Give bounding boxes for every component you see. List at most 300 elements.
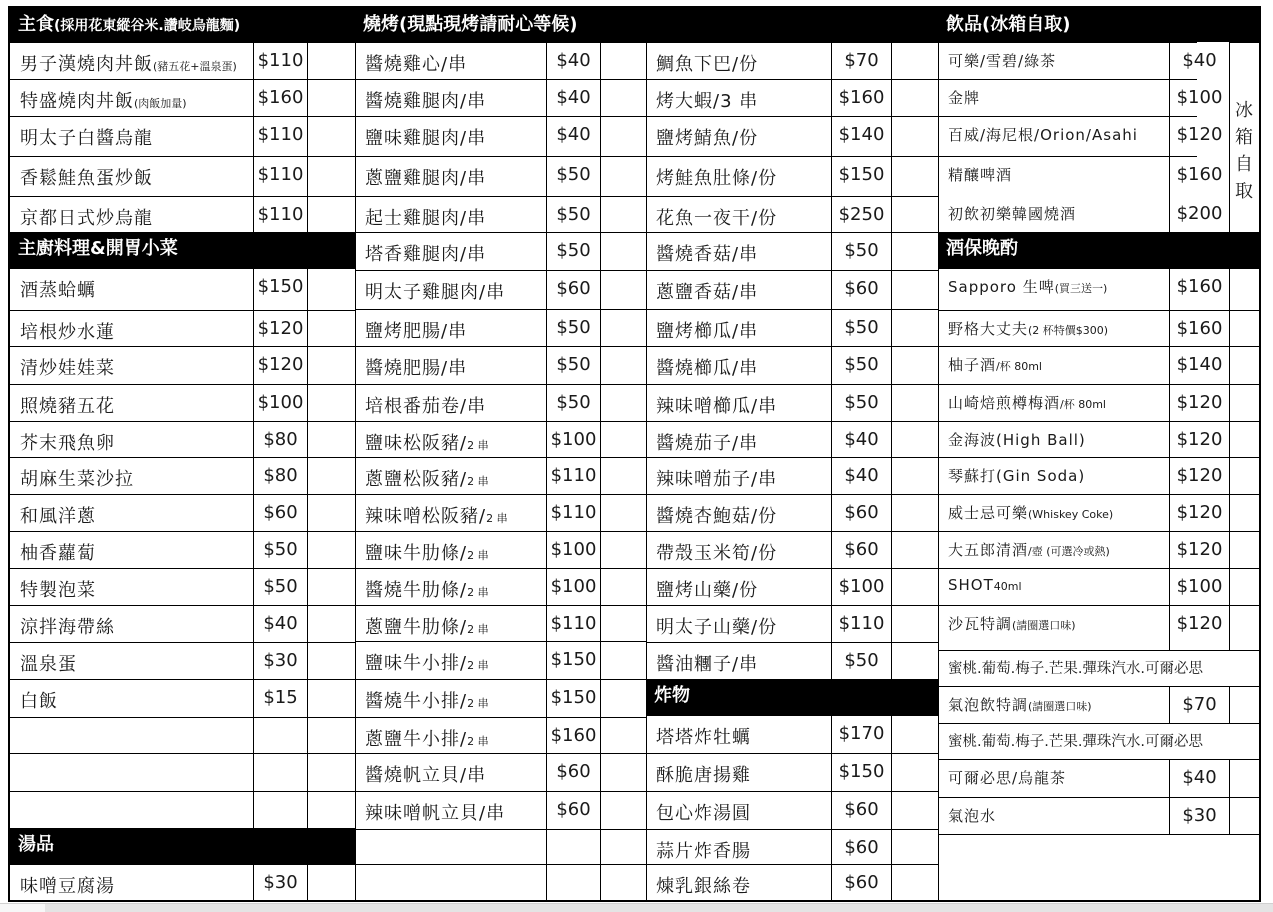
item-name-text: 鹽烤櫛瓜/串 [656, 321, 759, 342]
item-price: $110 [831, 606, 891, 642]
item-name-text: 可樂/雪碧/綠茶 [948, 52, 1057, 70]
item-name-text: 照燒豬五花 [20, 396, 115, 417]
order-qty-cell[interactable] [600, 569, 646, 605]
item-name [646, 197, 831, 232]
item-name-text: 煉乳銀絲卷 [656, 876, 751, 897]
menu-row [10, 196, 355, 232]
item-name-text: SHOT [948, 576, 994, 594]
item-price: $40 [253, 606, 307, 642]
item-note: (請圈選口味) [1012, 619, 1076, 632]
order-qty-cell[interactable] [1229, 385, 1259, 421]
item-name-text: 烤鮭魚肚條/份 [656, 168, 778, 189]
menu-row [10, 605, 355, 642]
item-name-text: 醬燒雞腿肉/串 [365, 91, 487, 112]
order-qty-cell[interactable] [891, 495, 938, 531]
item-name-text: 醬燒香菇/串 [656, 244, 759, 265]
item-name [646, 830, 831, 864]
order-qty-cell[interactable] [600, 422, 646, 457]
menu-row [938, 346, 1259, 384]
order-qty-cell[interactable] [307, 385, 355, 421]
section-header-main-dishes [10, 8, 355, 42]
item-name [646, 233, 831, 270]
menu-row [355, 384, 646, 421]
item-name [938, 43, 1169, 79]
column-divider [355, 8, 356, 900]
item-name [355, 197, 546, 232]
menu-row [646, 864, 938, 900]
order-qty-cell[interactable] [1229, 269, 1259, 310]
item-name-text: 醬燒牛小排/ [365, 691, 468, 712]
item-name-text: 清炒娃娃菜 [20, 358, 115, 379]
menu-row [10, 421, 355, 457]
item-name-text: 酒蒸蛤蠣 [20, 280, 96, 301]
header-title: 主食 [18, 14, 54, 35]
order-qty-cell[interactable] [891, 643, 938, 679]
item-price: $120 [1169, 117, 1229, 156]
menu-row [938, 79, 1223, 116]
menu-row [355, 605, 646, 641]
item-price: $30 [253, 643, 307, 679]
order-qty-cell[interactable] [307, 157, 355, 196]
menu-row [646, 346, 938, 384]
item-price: $160 [1169, 311, 1229, 346]
menu-row [938, 384, 1259, 421]
menu-row [938, 797, 1259, 834]
item-name [355, 532, 546, 568]
item-price: $50 [546, 310, 600, 346]
item-name-text: 胡麻生菜沙拉 [20, 469, 134, 490]
item-name [10, 422, 253, 457]
item-price: $40 [546, 80, 600, 116]
order-qty-cell[interactable] [600, 117, 646, 156]
item-name [355, 310, 546, 346]
order-qty-cell[interactable] [307, 347, 355, 384]
item-price: $150 [253, 269, 307, 310]
item-name [646, 495, 831, 531]
menu-row [355, 457, 646, 494]
menu-row [355, 829, 646, 864]
order-qty-cell[interactable] [1229, 311, 1259, 346]
item-name-text: 琴蘇打(Gin Soda) [948, 467, 1086, 485]
order-qty-cell[interactable] [1229, 458, 1259, 494]
order-qty-cell[interactable] [307, 606, 355, 642]
item-name [646, 569, 831, 605]
item-price: $140 [831, 117, 891, 156]
item-name-text: 味噌豆腐湯 [20, 876, 115, 897]
order-qty-cell[interactable] [600, 754, 646, 791]
item-price: $100 [546, 569, 600, 605]
item-name-text: 威士忌可樂 [948, 504, 1029, 522]
item-price: $150 [831, 157, 891, 196]
item-price: $100 [253, 385, 307, 421]
item-price: $100 [831, 569, 891, 605]
order-qty-cell[interactable] [600, 310, 646, 346]
order-qty-cell[interactable] [307, 458, 355, 494]
order-qty-cell[interactable] [891, 157, 938, 196]
item-price: $60 [831, 532, 891, 568]
order-qty-cell[interactable] [1229, 606, 1259, 650]
menu-row [938, 116, 1223, 156]
item-name [646, 310, 831, 346]
menu-row [938, 568, 1259, 605]
item-name [10, 347, 253, 384]
order-qty-cell[interactable] [600, 865, 646, 900]
item-name-text: 醬燒茄子/串 [656, 433, 759, 454]
order-qty-cell[interactable] [600, 495, 646, 531]
order-qty-cell[interactable] [891, 754, 938, 791]
item-note: /壺 (可選冷或熱) [1028, 545, 1110, 558]
item-name-text: 精釀啤酒 [948, 166, 1013, 184]
order-qty-cell[interactable] [600, 642, 646, 679]
item-price: $60 [831, 495, 891, 531]
order-qty-cell[interactable] [600, 606, 646, 641]
menu-row [10, 268, 355, 310]
item-name-text: 醬燒櫛瓜/串 [656, 358, 759, 379]
item-price: $15 [253, 680, 307, 717]
item-price: $40 [1169, 760, 1229, 797]
item-note: (豬五花+溫泉蛋) [153, 60, 237, 73]
item-name-text: 鹽烤山藥/份 [656, 580, 759, 601]
item-name [355, 718, 546, 753]
item-name [355, 495, 546, 531]
order-qty-cell[interactable] [1229, 495, 1259, 531]
order-qty-cell[interactable] [891, 569, 938, 605]
menu-row [355, 494, 646, 531]
order-qty-cell[interactable] [1229, 687, 1259, 723]
item-name-text: 野格大丈夫 [948, 320, 1029, 338]
menu-row [10, 717, 355, 753]
order-qty-cell[interactable] [600, 271, 646, 309]
menu-row [646, 494, 938, 531]
item-price: $120 [1169, 458, 1229, 494]
item-name [10, 157, 253, 196]
item-price: $110 [253, 157, 307, 196]
menu-row [355, 753, 646, 791]
order-qty-cell[interactable] [600, 233, 646, 270]
order-qty-cell[interactable] [600, 458, 646, 494]
menu-row [10, 457, 355, 494]
item-name-text: 明太子白醬烏龍 [20, 128, 153, 149]
item-name [938, 157, 1169, 196]
menu-row [938, 759, 1259, 797]
item-name-text: 包心炸湯圓 [656, 803, 751, 824]
item-name [938, 269, 1169, 310]
item-price: $60 [831, 830, 891, 864]
menu-row [10, 568, 355, 605]
order-qty-cell[interactable] [891, 422, 938, 457]
item-price: $150 [831, 754, 891, 791]
menu-row [938, 42, 1217, 79]
order-qty-cell[interactable] [600, 80, 646, 116]
menu-row [10, 753, 355, 791]
order-qty-cell[interactable] [600, 347, 646, 384]
order-qty-cell[interactable] [600, 385, 646, 421]
item-price: $160 [253, 80, 307, 116]
item-name-text: 特盛燒肉丼飯 [20, 91, 134, 112]
item-price: $40 [546, 43, 600, 79]
item-price: $50 [546, 157, 600, 196]
item-name-text: 醬燒帆立貝/串 [365, 765, 487, 786]
item-price: $160 [546, 718, 600, 753]
item-price: $60 [546, 271, 600, 309]
menu-row [646, 642, 938, 679]
item-price: $160 [1169, 269, 1229, 310]
order-qty-cell[interactable] [307, 43, 355, 79]
item-name-text: 鹽味牛小排/ [365, 653, 468, 674]
item-name-text: 氣泡水 [948, 807, 997, 825]
item-name [938, 347, 1169, 384]
item-name [646, 422, 831, 457]
order-qty-cell[interactable] [307, 792, 355, 828]
order-qty-cell[interactable] [891, 385, 938, 421]
item-name [10, 643, 253, 679]
item-price: $40 [831, 422, 891, 457]
item-name-text: 氣泡飲特調 [948, 696, 1029, 714]
menu-row [646, 791, 938, 829]
item-note: 2 串 [467, 475, 489, 488]
order-qty-cell[interactable] [891, 197, 938, 232]
item-name-text: 培根炒水蓮 [20, 322, 115, 343]
flavor-options-row [938, 723, 1259, 759]
item-name [938, 385, 1169, 421]
item-name [355, 830, 546, 864]
menu-row [10, 346, 355, 384]
menu-row [355, 346, 646, 384]
order-qty-cell[interactable] [307, 269, 355, 310]
menu-row [355, 641, 646, 679]
order-qty-cell[interactable] [307, 569, 355, 605]
item-name [355, 680, 546, 717]
item-name [355, 43, 546, 79]
order-qty-cell[interactable] [307, 865, 355, 900]
order-qty-cell[interactable] [600, 532, 646, 568]
item-name [938, 798, 1169, 834]
order-qty-cell[interactable] [307, 680, 355, 717]
item-note: 2 串 [486, 512, 508, 525]
item-name-text: 山崎焙煎樽梅酒 [948, 394, 1061, 412]
item-price: $110 [253, 197, 307, 232]
order-qty-cell[interactable] [307, 495, 355, 531]
order-qty-cell[interactable] [1229, 422, 1259, 457]
order-qty-cell[interactable] [1229, 532, 1259, 568]
order-qty-cell[interactable] [891, 606, 938, 642]
item-price: $100 [1169, 569, 1229, 605]
menu-row [355, 116, 646, 156]
item-price: $120 [253, 347, 307, 384]
order-qty-cell[interactable] [891, 43, 938, 79]
order-qty-cell[interactable] [307, 117, 355, 156]
menu-row [938, 196, 1223, 232]
item-price: $100 [546, 532, 600, 568]
item-name [355, 569, 546, 605]
order-qty-cell[interactable] [307, 80, 355, 116]
order-qty-cell[interactable] [307, 422, 355, 457]
item-name [646, 347, 831, 384]
item-note: (2 杯特價$300) [1028, 324, 1109, 337]
order-qty-cell[interactable] [1229, 347, 1259, 384]
item-price: $70 [831, 43, 891, 79]
item-name [10, 311, 253, 346]
order-qty-cell[interactable] [307, 197, 355, 232]
item-price: $50 [546, 347, 600, 384]
column-drinks [938, 8, 1259, 900]
fridge-label-char: 冰 [1235, 100, 1253, 121]
order-qty-cell[interactable] [600, 718, 646, 753]
horizontal-scrollbar[interactable] [0, 903, 1273, 912]
order-qty-cell[interactable] [600, 680, 646, 717]
menu-row [10, 494, 355, 531]
order-qty-cell[interactable] [600, 830, 646, 864]
order-qty-cell[interactable] [600, 792, 646, 829]
menu-row [938, 494, 1259, 531]
item-price [253, 718, 307, 753]
item-price: $60 [831, 271, 891, 309]
order-qty-cell[interactable] [891, 347, 938, 384]
menu-row [10, 310, 355, 346]
item-name [646, 716, 831, 753]
order-qty-cell[interactable] [600, 157, 646, 196]
order-qty-cell[interactable] [307, 311, 355, 346]
item-name-text: 醬燒杏鮑菇/份 [656, 506, 778, 527]
menu-row [355, 270, 646, 309]
item-name-text: 醬燒雞心/串 [365, 54, 468, 75]
item-price: $50 [546, 197, 600, 232]
menu-row [10, 384, 355, 421]
item-name [10, 197, 253, 232]
item-name [355, 117, 546, 156]
item-name [10, 718, 253, 753]
item-price: $110 [546, 495, 600, 531]
item-note: 2 串 [467, 735, 489, 748]
item-name-text: 鹽烤鯖魚/份 [656, 128, 759, 149]
item-name [646, 865, 831, 900]
menu-row [10, 42, 355, 79]
item-name [10, 385, 253, 421]
item-note: 40ml [993, 580, 1022, 593]
section-header-fried: 炸物 [646, 679, 938, 715]
order-qty-cell[interactable] [891, 792, 938, 829]
menu-row [10, 679, 355, 717]
order-qty-cell[interactable] [1229, 760, 1259, 797]
sparkling-flavor-options: 蜜桃.葡萄.梅子.芒果.彈珠汽水.可爾必思 [948, 734, 1204, 750]
order-qty-cell[interactable] [891, 117, 938, 156]
order-qty-cell[interactable] [891, 830, 938, 864]
sour-flavor-options: 蜜桃.葡萄.梅子.芒果.彈珠汽水.可爾必思 [948, 661, 1204, 677]
item-name-text: 鹽味松阪豬/ [365, 433, 468, 454]
item-price: $110 [546, 458, 600, 494]
order-qty-cell[interactable] [891, 532, 938, 568]
item-name [355, 271, 546, 309]
column-main-dishes [10, 8, 355, 900]
item-name [646, 458, 831, 494]
order-qty-cell[interactable] [891, 716, 938, 753]
menu-row [646, 232, 938, 270]
item-price: $60 [253, 495, 307, 531]
item-name-text: 白飯 [20, 691, 58, 712]
item-name-text: 香鬆鮭魚蛋炒飯 [20, 168, 153, 189]
item-price: $170 [831, 716, 891, 753]
item-name-text: 明太子山藥/份 [656, 617, 778, 638]
menu-row [938, 268, 1259, 310]
item-name-text: 蔥鹽香菇/串 [656, 282, 759, 303]
item-name-text: 蔥鹽雞腿肉/串 [365, 168, 487, 189]
menu-row [355, 42, 646, 79]
item-name [938, 458, 1169, 494]
order-qty-cell[interactable] [1229, 569, 1259, 605]
item-price: $50 [831, 233, 891, 270]
item-name-text: 培根番茄卷/串 [365, 396, 487, 417]
order-qty-cell[interactable] [307, 532, 355, 568]
menu-row [355, 232, 646, 270]
item-note: /杯 80ml [996, 360, 1042, 373]
item-name-text: 鹽味雞腿肉/串 [365, 128, 487, 149]
item-note: (請圈選口味) [1028, 700, 1092, 713]
fridge-self-serve-label [1229, 42, 1259, 232]
item-price: $110 [253, 43, 307, 79]
order-qty-cell[interactable] [307, 718, 355, 753]
menu-row [938, 421, 1259, 457]
menu-row [355, 196, 646, 232]
scrollbar-thumb[interactable] [0, 904, 45, 912]
column-grill [355, 8, 646, 900]
item-note: (Whiskey Coke) [1028, 508, 1114, 521]
item-price: $110 [253, 117, 307, 156]
item-name [10, 792, 253, 828]
empty-row [938, 834, 1259, 900]
item-name-text: 涼拌海帶絲 [20, 617, 115, 638]
section-header-drinks: 飲品(冰箱自取) [938, 8, 1259, 42]
order-qty-cell[interactable] [307, 643, 355, 679]
fridge-label-char: 取 [1235, 181, 1253, 202]
item-note: 2 串 [467, 439, 489, 452]
order-qty-cell[interactable] [600, 43, 646, 79]
order-qty-cell[interactable] [1229, 798, 1259, 834]
order-qty-cell[interactable] [307, 754, 355, 791]
item-name-text: 蒜片炸香腸 [656, 841, 751, 862]
item-name [646, 117, 831, 156]
item-name [938, 495, 1169, 531]
order-qty-cell[interactable] [891, 80, 938, 116]
column-divider [938, 8, 939, 900]
item-price: $100 [546, 422, 600, 457]
item-name-text: 沙瓦特調 [948, 615, 1013, 633]
order-qty-cell[interactable] [891, 233, 938, 270]
item-note: 2 串 [467, 659, 489, 672]
item-name [646, 80, 831, 116]
order-qty-cell[interactable] [891, 310, 938, 346]
order-qty-cell[interactable] [891, 458, 938, 494]
order-qty-cell[interactable] [891, 271, 938, 309]
menu-row [355, 156, 646, 196]
item-price: $50 [831, 643, 891, 679]
header-note: (採用花東縱谷米.讚岐烏龍麵) [54, 18, 241, 34]
item-name [938, 80, 1169, 116]
menu-row [938, 531, 1259, 568]
section-header-grill: 燒烤(現點現烤請耐心等候) [355, 8, 646, 42]
menu-sheet [8, 6, 1261, 902]
order-qty-cell[interactable] [600, 197, 646, 232]
item-name-text: 明太子雞腿肉/串 [365, 282, 506, 303]
item-price: $50 [831, 310, 891, 346]
item-price: $40 [831, 458, 891, 494]
item-price: $110 [546, 606, 600, 641]
order-qty-cell[interactable] [891, 865, 938, 900]
item-name-text: 辣味噌松阪豬/ [365, 506, 487, 527]
item-price: $60 [831, 792, 891, 829]
item-name-text: 蔥鹽牛小排/ [365, 729, 468, 750]
column-grill-continued [646, 8, 938, 900]
menu-row [646, 42, 938, 79]
